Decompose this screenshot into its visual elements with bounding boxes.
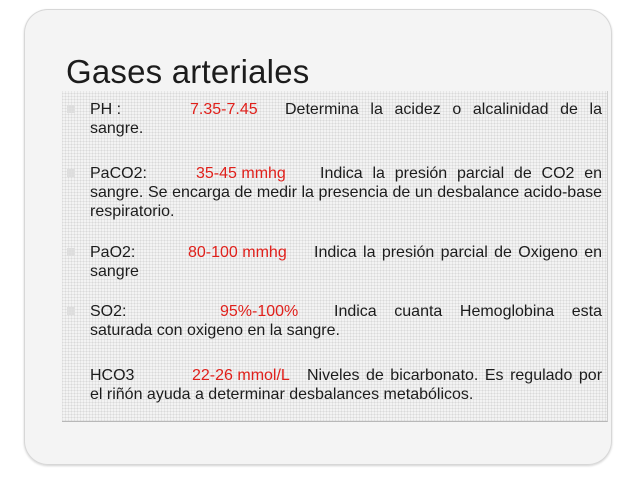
item-key: PH : — [90, 101, 122, 118]
item-value: 35-45 mmhg — [196, 165, 286, 182]
bullet-marker — [67, 169, 75, 177]
list-item-pao2 — [90, 243, 602, 281]
list-item-so2 — [90, 302, 602, 340]
list-item-hco3 — [90, 366, 602, 404]
item-description: Indica la presión parcial de CO2 en — [320, 165, 602, 182]
bullet-marker — [67, 105, 75, 113]
item-key: SO2: — [90, 303, 127, 320]
item-value: 22-26 mmol/L — [192, 367, 290, 384]
bullet-marker — [67, 307, 75, 315]
item-key: HCO3 — [90, 367, 135, 384]
item-description-rest: sangre. Se encarga de medir la presencia de un desbalance acido-base respiratorio. — [90, 184, 602, 220]
bullet-marker — [67, 248, 75, 256]
item-description: Niveles de bicarbonato. Es regulado — [307, 367, 573, 384]
slide-title: Gases arteriales — [66, 53, 310, 90]
item-key: PaCO2: — [90, 165, 147, 182]
item-value: 80-100 mmhg — [188, 244, 287, 261]
list-item-paco2 — [90, 164, 602, 221]
item-value: 7.35-7.45 — [190, 101, 258, 118]
item-description-rest: en sangre — [90, 244, 602, 280]
list-item-ph — [90, 100, 602, 138]
item-key: PaO2: — [90, 244, 136, 261]
item-description: Determina la acidez o alcalinidad de la — [285, 101, 602, 118]
item-description: Indica la presión parcial de Oxigeno — [314, 244, 578, 261]
item-description: Indica cuanta Hemoglobina esta — [334, 303, 602, 320]
item-description-rest: sangre. — [90, 120, 144, 137]
item-description-rest: por el riñón ayuda a determinar desbalances metabólicos. — [90, 367, 603, 403]
item-value: 95%-100% — [220, 303, 299, 320]
item-description-rest: saturada con oxigeno en la sangre. — [90, 322, 340, 339]
